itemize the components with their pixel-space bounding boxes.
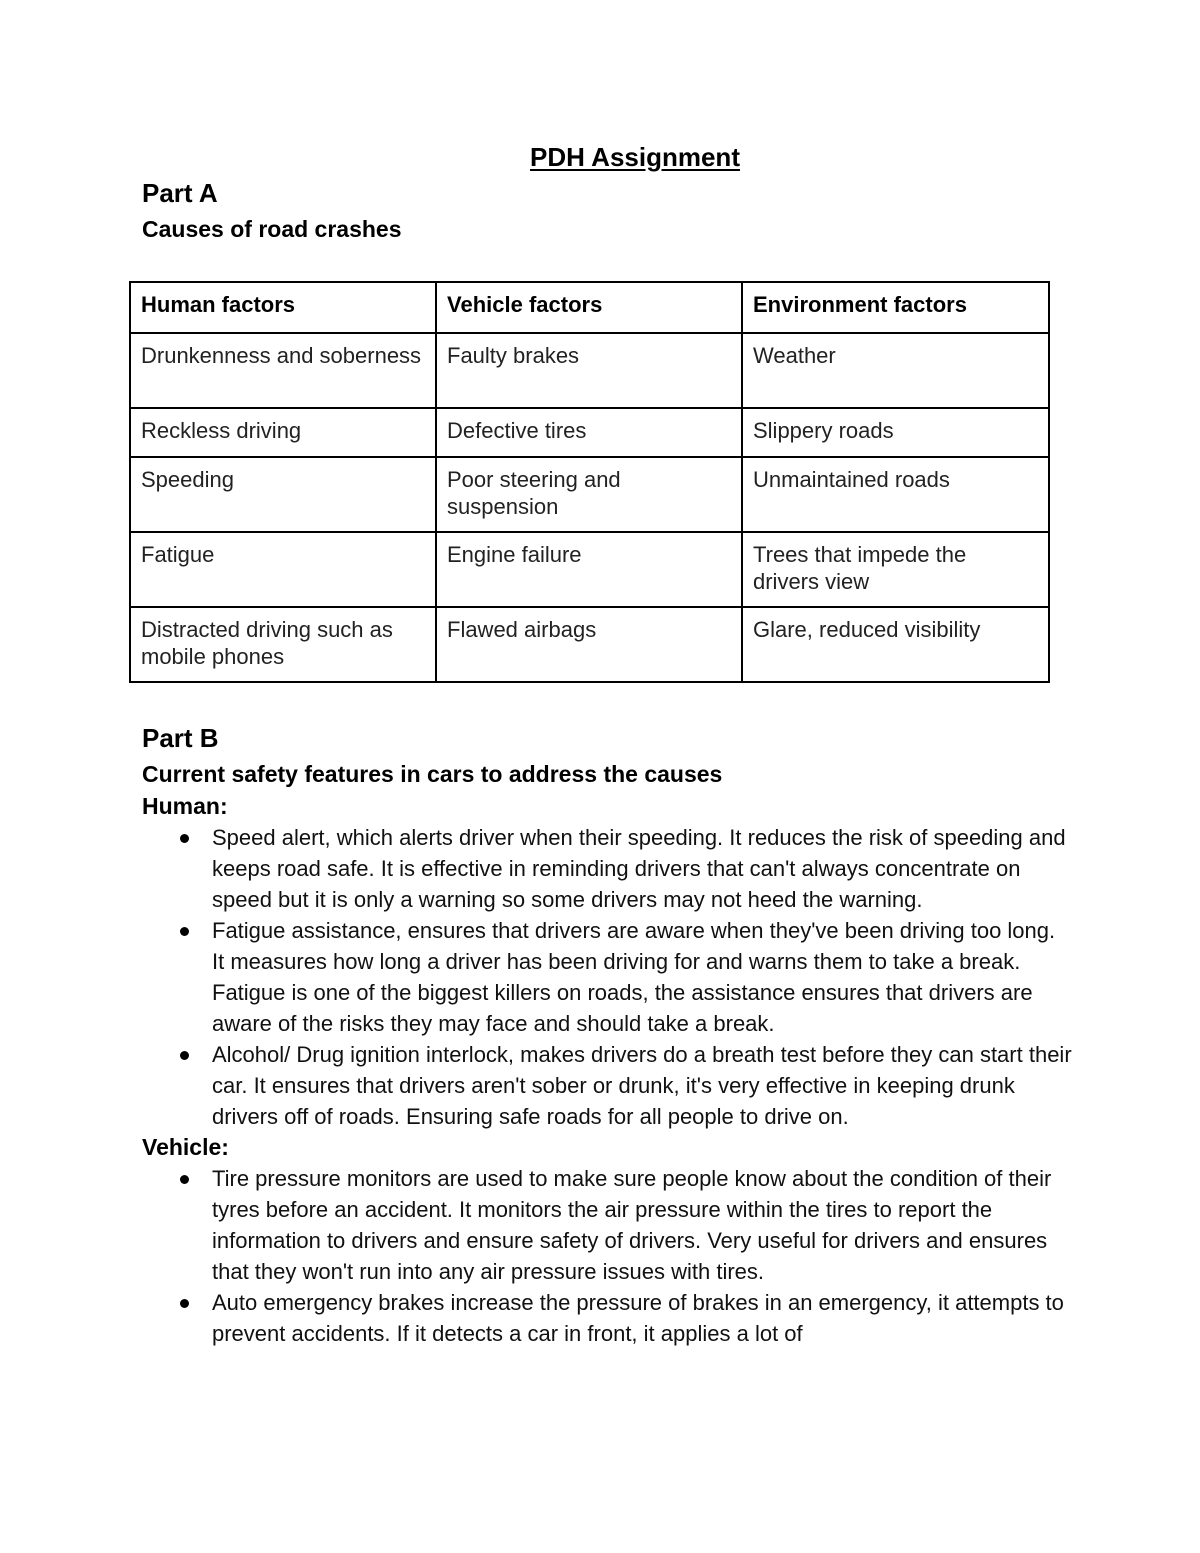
bullet-icon (180, 1051, 189, 1060)
table-row (130, 532, 1049, 607)
bullet-icon (180, 1175, 189, 1184)
header-vehicle-factors: Vehicle factors (436, 282, 742, 333)
table-cell: Weather (742, 333, 1049, 408)
header-human-factors: Human factors (130, 282, 436, 333)
safety-features-section (142, 791, 1072, 1349)
table-cell: Distracted driving such as mobile phones (130, 607, 436, 682)
table-row (130, 333, 1049, 408)
table-cell: Unmaintained roads (742, 457, 1049, 532)
list-item-text: Alcohol/ Drug ignition interlock, makes drivers do a breath test before they can start their car. It ensures that drivers aren't sober or drunk, it's very effective in keeping drunk drivers off of roads. Ensuring safe roads for all people to drive on. (212, 1042, 1072, 1129)
table-row (130, 457, 1049, 532)
list-item (142, 915, 1072, 1039)
table-header-row (130, 282, 1049, 333)
table-cell: Flawed airbags (436, 607, 742, 682)
vehicle-features-list (142, 1163, 1072, 1349)
table-cell: Speeding (130, 457, 436, 532)
bullet-icon (180, 834, 189, 843)
part-a-heading: Part A (142, 178, 218, 208)
table-cell: Trees that impede the drivers view (742, 532, 1049, 607)
table-row (130, 607, 1049, 682)
table-cell: Faulty brakes (436, 333, 742, 408)
table-cell: Drunkenness and soberness (130, 333, 436, 408)
human-features-list (142, 822, 1072, 1132)
part-b-subheading: Current safety features in cars to address the causes (142, 761, 723, 787)
list-item (142, 822, 1072, 915)
list-item (142, 1163, 1072, 1287)
list-item-text: Tire pressure monitors are used to make sure people know about the condition of their tyres before an accident. It monitors the air pressure within the tires to report the information to drivers and ensure safety of drivers. Very useful for drivers and ensures that they won't run into any air pressure issues with tires. (212, 1166, 1052, 1284)
list-item (142, 1287, 1072, 1349)
table-cell: Engine failure (436, 532, 742, 607)
list-item-text: Speed alert, which alerts driver when their speeding. It reduces the risk of speeding and keeps road safe. It is effective in reminding drivers that can't always concentrate on speed but it is only a warning so some drivers may not heed the warning. (212, 825, 1066, 912)
table-cell: Reckless driving (130, 408, 436, 457)
document-title: PDH Assignment (530, 142, 740, 172)
table-cell: Slippery roads (742, 408, 1049, 457)
list-item (142, 1039, 1072, 1132)
table-cell: Poor steering and suspension (436, 457, 742, 532)
header-environment-factors: Environment factors (742, 282, 1049, 333)
list-item-text: Auto emergency brakes increase the pressure of brakes in an emergency, it attempts to prevent accidents. If it detects a car in front, it applies a lot of (212, 1290, 1064, 1346)
list-item-text: Fatigue assistance, ensures that drivers are aware when they've been driving too long. It measures how long a driver has been driving for and warns them to take a break. Fatigue is one of the biggest killers on roads, the assistance ensures that drivers are aware of the risks they may face and should take a break. (212, 918, 1056, 1036)
table-cell: Fatigue (130, 532, 436, 607)
vehicle-label: Vehicle: (142, 1134, 229, 1160)
part-b-heading: Part B (142, 723, 219, 753)
table-cell: Defective tires (436, 408, 742, 457)
table-row (130, 408, 1049, 457)
table-cell: Glare, reduced visibility (742, 607, 1049, 682)
causes-table (129, 281, 1050, 683)
bullet-icon (180, 927, 189, 936)
bullet-icon (180, 1299, 189, 1308)
part-a-subheading: Causes of road crashes (142, 216, 402, 242)
human-label: Human: (142, 793, 228, 819)
